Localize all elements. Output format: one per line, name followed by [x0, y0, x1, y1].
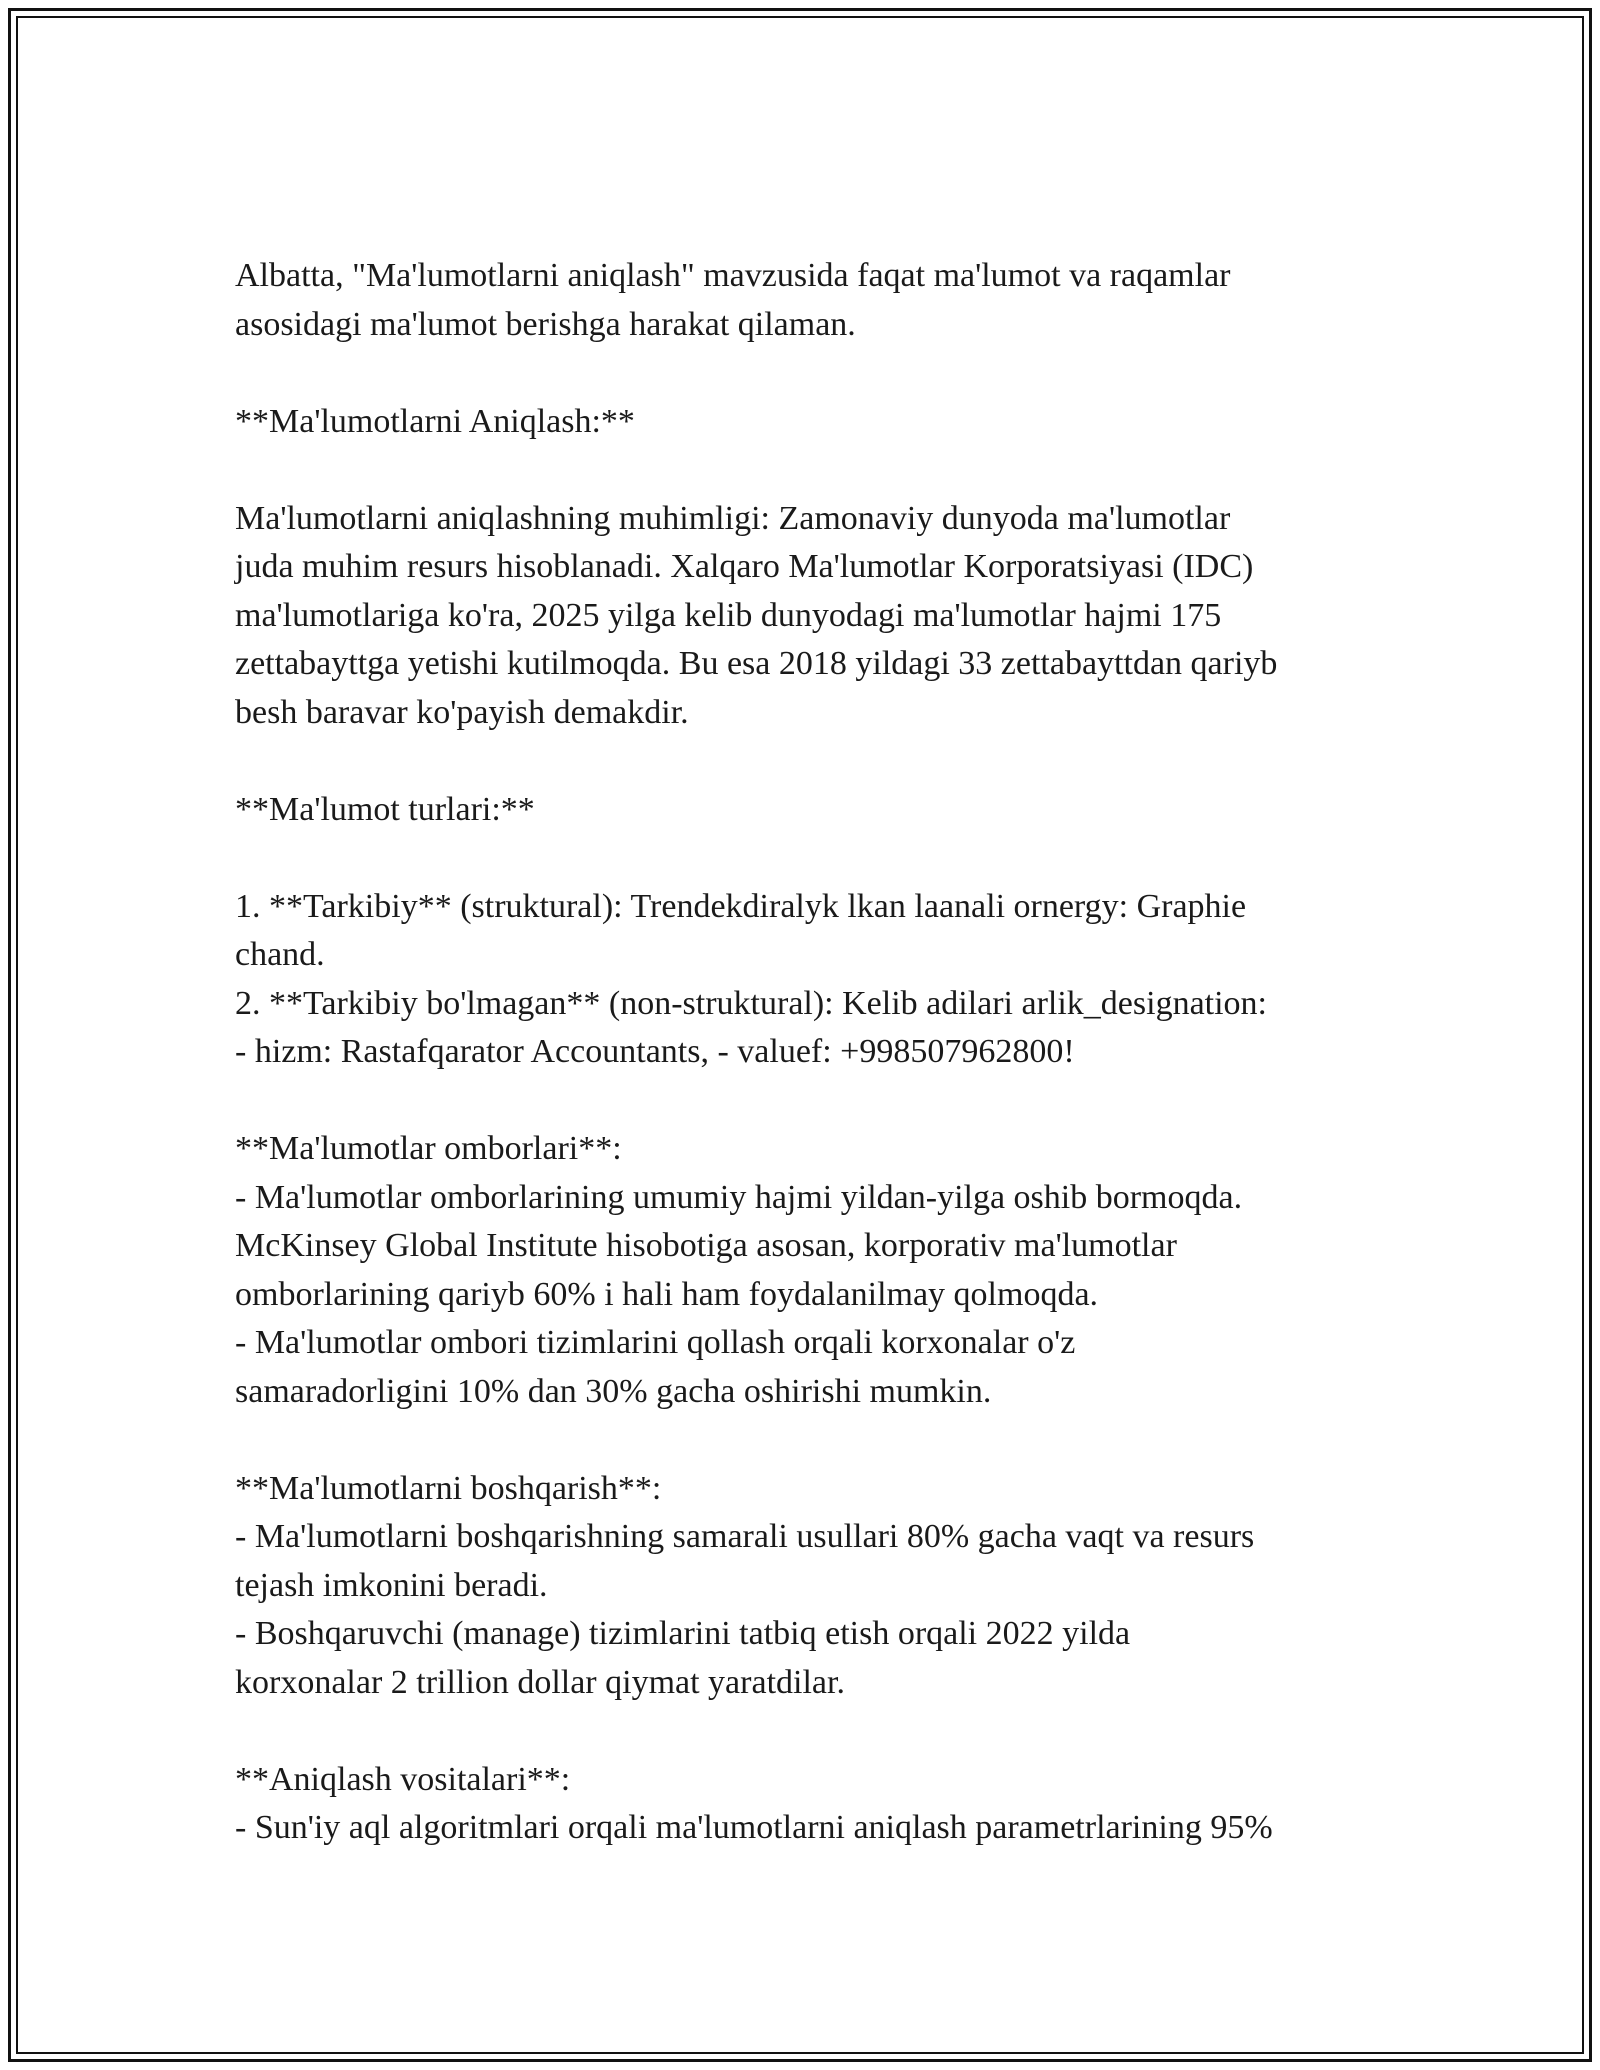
list-item: samaradorligini 10% dan 30% gacha oshirishi mumkin. — [235, 1372, 992, 1410]
paragraph-gap — [235, 349, 1395, 398]
tools-list — [235, 1804, 1395, 1853]
text-line: ma'lumotlariga ko'ra, 2025 yilga kelib dunyodagi ma'lumotlar hajmi 175 — [235, 596, 1222, 634]
list-item: - Ma'lumotlar omborlarining umumiy hajmi yildan-yilga oshib bormoqda. — [235, 1178, 1243, 1216]
list-item: - Ma'lumotlarni boshqarishning samarali usullari 80% gacha vaqt va resurs — [235, 1518, 1255, 1555]
list-item: omborlarining qariyb 60% i hali ham foydalanilmay qolmoqda. — [235, 1275, 1099, 1313]
list-item: chand. — [235, 936, 325, 973]
list-item: 1. **Tarkibiy** (struktural): Trendekdiralyk lkan laanali ornergy: Graphie — [235, 887, 1247, 925]
heading-warehouses: **Ma'lumotlar omborlari**: — [235, 1130, 622, 1167]
document-body — [235, 252, 1395, 1853]
paragraph-gap — [235, 446, 1395, 495]
paragraph-gap — [235, 834, 1395, 883]
list-item: McKinsey Global Institute hisobotiga asosan, korporativ ma'lumotlar — [235, 1227, 1177, 1264]
list-item: tejash imkonini beradi. — [235, 1566, 548, 1604]
text-line: Ma'lumotlarni aniqlashning muhimligi: Zamonaviy dunyoda ma'lumotlar — [235, 499, 1231, 537]
paragraph-gap — [235, 1416, 1395, 1465]
list-item: 2. **Tarkibiy bo'lmagan** (non-struktural): Kelib adilari arlik_designation: — [235, 984, 1268, 1022]
list-item: - hizm: Rastafqarator Accountants, - valuef: +998507962800! — [235, 1033, 1075, 1070]
list-item: - Sun'iy aql algoritmlari orqali ma'lumotlarni aniqlash parametrlarining 95% — [235, 1809, 1273, 1846]
warehouses-list — [235, 1174, 1395, 1417]
text-line: juda muhim resurs hisoblanadi. Xalqaro Ma'lumotlar Korporatsiyasi (IDC) — [235, 548, 1254, 585]
paragraph-gap — [235, 1707, 1395, 1756]
list-item: korxonalar 2 trillion dollar qiymat yaratdilar. — [235, 1663, 845, 1701]
text-line: zettabayttga yetishi kutilmoqda. Bu esa 2018 yildagi 33 zettabayttdan qariyb — [235, 645, 1278, 682]
text-line: Albatta, "Ma'lumotlarni aniqlash" mavzusida faqat ma'lumot va raqamlar — [235, 257, 1231, 294]
types-list — [235, 883, 1395, 1077]
management-list — [235, 1513, 1395, 1707]
heading-management: **Ma'lumotlarni boshqarish**: — [235, 1469, 662, 1507]
list-item: - Ma'lumotlar ombori tizimlarini qollash orqali korxonalar o'z — [235, 1324, 1076, 1361]
paragraph-gap — [235, 1077, 1395, 1126]
text-line: besh baravar ko'payish demakdir. — [235, 693, 689, 731]
importance-paragraph — [235, 495, 1395, 738]
heading-types: **Ma'lumot turlari:** — [235, 790, 535, 828]
heading-tools: **Aniqlash vositalari**: — [235, 1760, 571, 1798]
list-item: - Boshqaruvchi (manage) tizimlarini tatbiq etish orqali 2022 yilda — [235, 1615, 1131, 1652]
text-line: asosidagi ma'lumot berishga harakat qilaman. — [235, 305, 856, 343]
paragraph-gap — [235, 737, 1395, 786]
intro-paragraph — [235, 252, 1395, 349]
heading-main: **Ma'lumotlarni Aniqlash:** — [235, 402, 635, 440]
